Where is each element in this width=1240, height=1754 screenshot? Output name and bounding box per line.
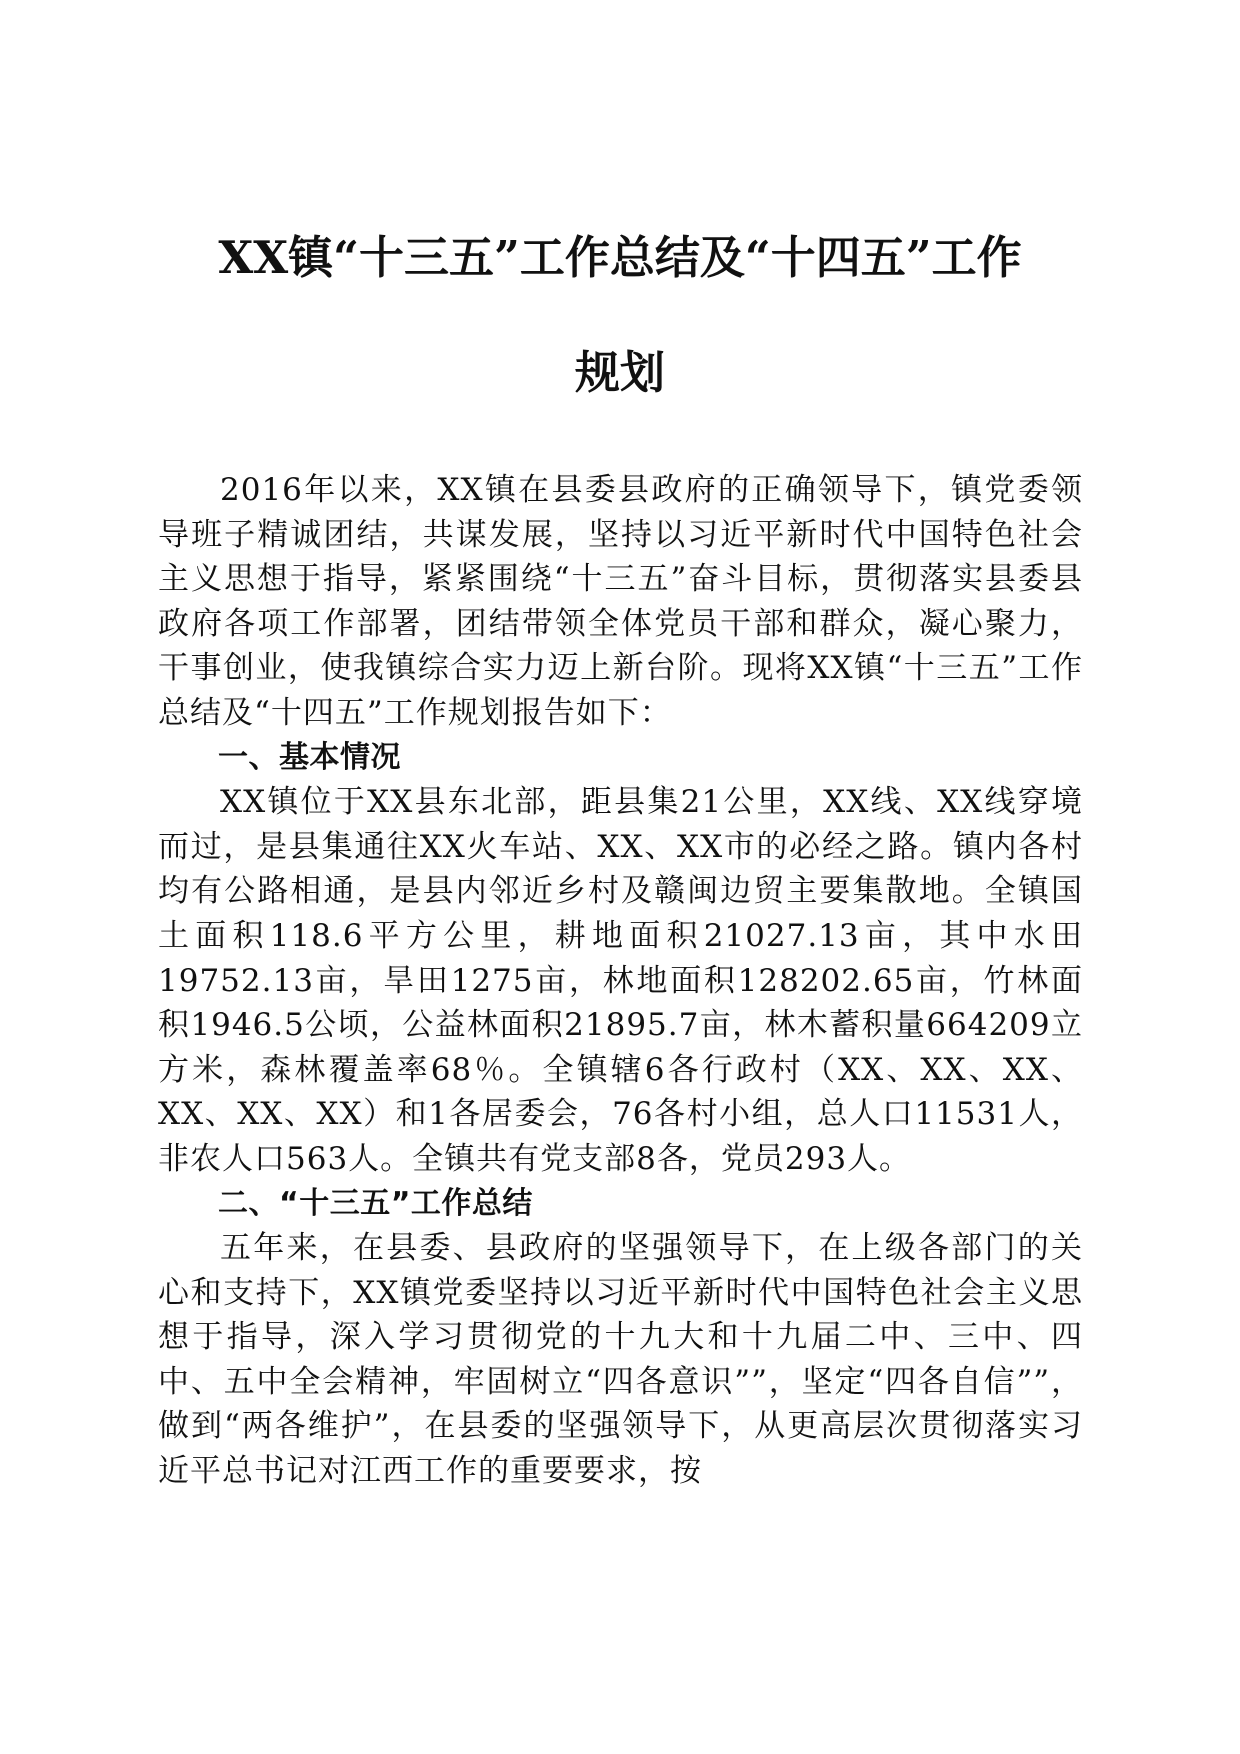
- section-heading-summary: 二、“十三五”工作总结: [218, 1185, 533, 1221]
- document-title-line2: 规划: [574, 346, 665, 399]
- document-title-line1: XX镇“十三五”工作总结及“十四五”工作: [218, 231, 1022, 284]
- document-body: [158, 468, 1083, 1494]
- section-heading-basic-info: 一、基本情况: [218, 739, 401, 775]
- summary-paragraph: 五年来，在县委、县政府的坚强领导下，在上级各部门的关心和支持下，XX镇党委坚持以习近平新时代中国特色社会主义思想于指导，深入学习贯彻党的十九大和十九届二中、三中、四中、五中全会精神，牢固树立“四各意识””，坚定“四各自信””，做到“两各维护”，在县委的坚强领导下，从更高层次贯彻落实习近平总书记对江西工作的重要要求，按: [158, 1230, 1083, 1490]
- basic-info-paragraph: XX镇位于XX县东北部，距县集21公里，XX线、XX线穿境而过，是县集通往XX火车站、XX、XX市的必经之路。镇内各村均有公路相通，是县内邻近乡村及赣闽边贸主要集散地。全镇国土面积118.6平方公里，耕地面积21027.13亩，其中水田19752.13亩，旱田1275亩，林地面积128202.65亩，竹林面积1946.5公顷，公益林面积21895.7亩，林木蓄积量664209立方米，森林覆盖率68％。全镇辖6各行政村（XX、XX、XX、XX、XX、XX）和1各居委会，76各村小组，总人口11531人，非农人口563人。全镇共有党支部8各，党员293人。: [158, 784, 1083, 1177]
- intro-paragraph: 2016年以来，XX镇在县委县政府的正确领导下，镇党委领导班子精诚团结，共谋发展，坚持以习近平新时代中国特色社会主义思想于指导，紧紧围绕“十三五”奋斗目标，贯彻落实县委县政府各项工作部署，团结带领全体党员干部和群众，凝心聚力，干事创业，使我镇综合实力迈上新台阶。现将XX镇“十三五”工作总结及“十四五”工作规划报告如下：: [158, 472, 1083, 731]
